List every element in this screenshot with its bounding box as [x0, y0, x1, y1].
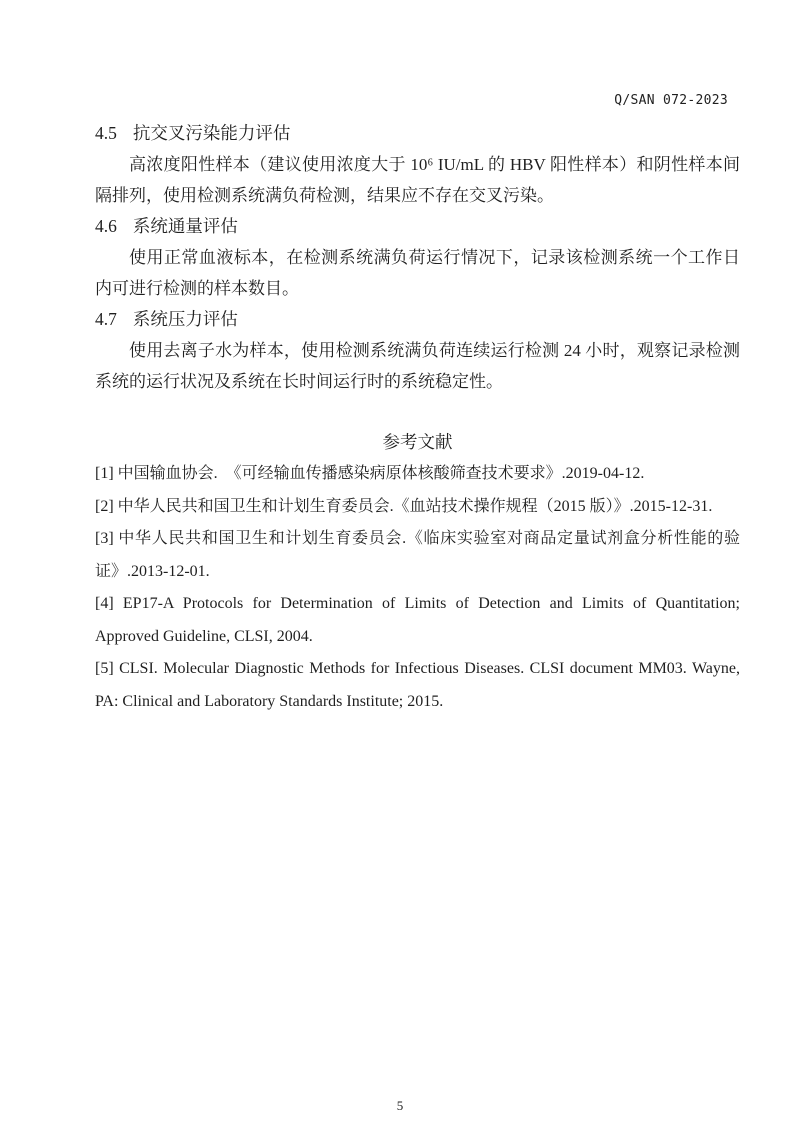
section-title: 系统通量评估: [132, 216, 238, 236]
reference-item-5: [5] CLSI. Molecular Diagnostic Methods for Infectious Diseases. CLSI document MM03. Wayne, PA: Clinical and Laboratory Standards Institute; 2015.: [95, 660, 740, 710]
document-code-header: Q/SAN 072-2023: [614, 93, 728, 108]
reference-item-3: [3] 中华人民共和国卫生和计划生育委员会.《临床实验室对商品定量试剂盒分析性能的验证》.2013-12-01.: [95, 530, 740, 580]
reference-item-4: [4] EP17-A Protocols for Determination of Limits of Detection and Limits of Quantitation; Approved Guideline, CLSI, 2004.: [95, 595, 740, 645]
section-body-4-5: 高浓度阳性样本（建议使用浓度大于 10⁶ IU/mL 的 HBV 阳性样本）和阴性样本间隔排列，使用检测系统满负荷检测，结果应不存在交叉污染。: [95, 155, 740, 205]
references-heading: 参考文献: [382, 432, 453, 452]
page-number: 5: [396, 1098, 404, 1113]
section-heading-4-6: [95, 211, 740, 242]
section-title: 系统压力评估: [132, 309, 238, 329]
section-number: 4.5: [95, 123, 117, 143]
section-number: 4.6: [95, 216, 117, 236]
section-heading-4-5: [95, 118, 740, 149]
reference-item-2: [2] 中华人民共和国卫生和计划生育委员会.《血站技术操作规程（2015 版）》.2015-12-31.: [95, 497, 713, 515]
document-content: [95, 118, 740, 718]
section-heading-4-7: [95, 304, 740, 335]
section-body-4-7: 使用去离子水为样本，使用检测系统满负荷连续运行检测 24 小时，观察记录检测系统的运行状况及系统在长时间运行时的系统稳定性。: [95, 341, 740, 391]
reference-item-1: [1] 中国输血协会. 《可经输血传播感染病原体核酸筛查技术要求》.2019-04-12.: [95, 465, 645, 482]
section-body-4-6: 使用正常血液标本，在检测系统满负荷运行情况下，记录该检测系统一个工作日内可进行检测的样本数目。: [95, 248, 740, 298]
section-number: 4.7: [95, 309, 117, 329]
section-title: 抗交叉污染能力评估: [132, 123, 291, 143]
